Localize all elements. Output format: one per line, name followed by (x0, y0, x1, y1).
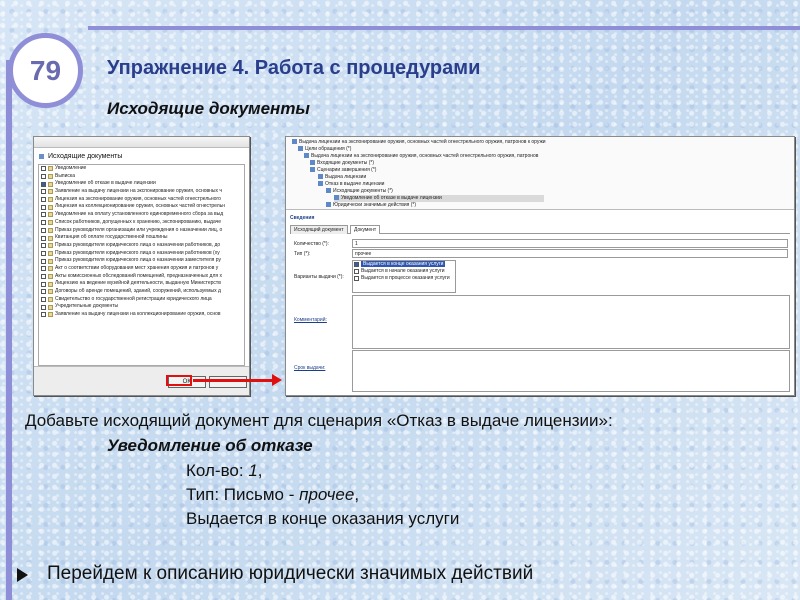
checkbox-icon[interactable] (41, 174, 46, 179)
checklist-item[interactable] (39, 257, 244, 265)
checklist-item-label: Свидетельство о государственной регистрации юридического лица (55, 295, 212, 302)
checkbox-icon[interactable] (41, 282, 46, 287)
document-icon (48, 174, 53, 179)
tree-node-icon (310, 160, 315, 165)
tree-node[interactable] (292, 139, 546, 146)
document-checklist (38, 164, 245, 366)
quantity-field[interactable]: 1 (352, 239, 788, 248)
tree-node[interactable] (326, 202, 416, 209)
checkbox-icon[interactable] (41, 212, 46, 217)
tree-node-label: Юридически значимые действия (*) (333, 202, 417, 208)
slide-number-badge: 79 (8, 33, 83, 108)
tree-node-label: Отказ в выдаче лицензии (325, 181, 385, 187)
checklist-item[interactable] (39, 288, 244, 296)
checkbox-icon[interactable] (41, 312, 46, 317)
instruction-type (186, 485, 359, 505)
checkbox-icon[interactable] (41, 251, 46, 256)
document-icon (48, 189, 53, 194)
document-icon (48, 297, 53, 302)
arrow-right-icon (272, 374, 282, 386)
checkbox-icon[interactable] (41, 166, 46, 171)
bullet-text: Перейдем к описанию юридически значимых действий (47, 563, 534, 584)
tree-node[interactable] (298, 146, 351, 153)
checkbox-icon[interactable] (41, 220, 46, 225)
document-icon (48, 166, 53, 171)
checkbox-icon[interactable] (41, 228, 46, 233)
checklist-item[interactable] (39, 273, 244, 281)
document-icon (48, 212, 53, 217)
checklist-item-label: Приказ руководителя юридического лица о назначении заместителя ру (55, 257, 222, 264)
tree-node[interactable] (304, 153, 538, 160)
procedure-tree (286, 137, 794, 210)
checkbox-icon[interactable] (41, 197, 46, 202)
term-field[interactable] (352, 350, 790, 392)
issue-option[interactable] (354, 275, 450, 281)
quantity-prefix: Кол-во: (186, 461, 249, 480)
document-icon (48, 243, 53, 248)
checklist-item[interactable] (39, 296, 244, 304)
document-icon (48, 274, 53, 279)
slide-subtitle: Исходящие документы (107, 99, 310, 118)
comment-label[interactable]: Комментарий: (294, 317, 327, 323)
checklist-item-label: Приказ руководителя организации или учреждения о назначении лиц, о (55, 226, 223, 233)
document-icon (48, 259, 53, 264)
term-label[interactable]: Срок выдачи: (294, 365, 326, 371)
tree-node-label: Цели обращения (*) (305, 146, 352, 152)
quantity-value: 1 (248, 461, 258, 480)
tree-node-icon (334, 195, 339, 200)
bullet-arrow-icon (17, 568, 28, 582)
checklist-item[interactable] (39, 173, 244, 181)
tree-node[interactable] (334, 195, 544, 202)
checkbox-icon[interactable] (41, 305, 46, 310)
tree-node-icon (326, 188, 331, 193)
tree-node-label: Выдача лицензии на экспонирование оружия, основных частей огнестрельного оружия, патронов к оружи (299, 139, 546, 145)
details-section-label: Сведения (290, 215, 315, 221)
tree-node[interactable] (318, 181, 384, 188)
ok-highlight-box (166, 375, 192, 386)
checklist-item[interactable] (39, 303, 244, 311)
checkbox-icon[interactable] (354, 276, 359, 281)
tree-node-label: Сценарии завершения (*) (317, 167, 377, 173)
checklist-item[interactable] (39, 280, 244, 288)
tree-node-label: Выдача лицензии на экспонирование оружия, основных частей огнестрельного оружия, патронов (311, 153, 539, 159)
checklist-item[interactable] (39, 265, 244, 273)
document-icon (48, 236, 53, 241)
document-icon (48, 251, 53, 256)
instruction-issue: Выдается в конце оказания услуги (186, 509, 460, 528)
tree-node-icon (326, 202, 331, 207)
type-suffix: , (354, 485, 360, 504)
quantity-suffix: , (257, 461, 263, 480)
issue-option[interactable] (354, 261, 445, 267)
checklist-item-label: Лицензия на коллекционирование оружия, основных частей огнестрельн (55, 203, 226, 210)
document-icon (48, 182, 53, 187)
checkbox-icon[interactable] (41, 289, 46, 294)
checklist-item-label: Выписка (55, 172, 76, 179)
document-icon (48, 266, 53, 271)
issue-options-label: Варианты выдачи (*): (294, 274, 344, 280)
checklist-item-label: Лицензия на экспонирование оружия, основных частей огнестрельного (55, 195, 221, 202)
tree-node-label: Выдача лицензии (325, 174, 367, 180)
checkbox-icon[interactable] (41, 266, 46, 271)
document-icon (48, 197, 53, 202)
tab-document[interactable]: Документ (350, 225, 380, 234)
checklist-item-label: Договоры об аренде помещений, зданий, сооружений, используемых д (55, 288, 221, 294)
checklist-item[interactable] (39, 234, 244, 242)
checklist-item-label: Заявление на выдачу лицензии на коллекционирование оружия, основ (55, 311, 221, 318)
document-icon (48, 205, 53, 210)
tree-node[interactable] (310, 167, 376, 174)
checklist-item-label: Уведомление (55, 165, 87, 171)
checklist-item[interactable] (39, 242, 244, 250)
instruction-line-1: Добавьте исходящий документ для сценария «Отказ в выдаче лицензии»: (25, 411, 613, 430)
checklist-item-label: Список работников, допущенных к хранению, экспонированию, выдаче (55, 218, 222, 225)
tree-node-icon (318, 181, 323, 186)
tab-outgoing-document[interactable]: Исходящий документ (290, 225, 348, 234)
checkbox-icon[interactable] (354, 262, 359, 267)
checklist-item-label: Приказ руководителя юридического лица о назначении работников (ху (55, 249, 220, 256)
checklist-item-label: Акт о соответствии оборудования мест хранения оружия и патронов у (55, 264, 219, 271)
checklist-item-label: Уведомление об отказе в выдаче лицензии (55, 180, 156, 187)
issue-option[interactable] (354, 268, 445, 274)
procedure-editor-form (285, 136, 795, 396)
checklist-item[interactable] (39, 203, 244, 211)
checklist-item[interactable] (39, 196, 244, 204)
checkbox-icon[interactable] (41, 243, 46, 248)
slide-title: Упражнение 4. Работа с процедурами (107, 57, 481, 79)
tree-node-icon (310, 167, 315, 172)
checklist-item-label: Лицензию на ведение музейной деятельности, выданную Министерств (55, 280, 221, 287)
tree-node-label: Уведомление об отказе в выдаче лицензии (341, 195, 442, 201)
comment-field[interactable] (352, 295, 790, 349)
cancel-button[interactable] (209, 376, 247, 388)
document-icon (48, 305, 53, 310)
checklist-item[interactable] (39, 250, 244, 258)
checkbox-icon[interactable] (354, 269, 359, 274)
checkbox-icon[interactable] (41, 182, 46, 187)
checkbox-icon[interactable] (41, 259, 46, 264)
checklist-item-label: Заявление на выдачу лицензии на экспонирование оружия, основных ч (55, 188, 223, 195)
tree-node[interactable] (310, 160, 374, 167)
issue-option-label: Выдается в конце оказания услуги (363, 261, 444, 267)
document-icon (48, 312, 53, 317)
document-icon (39, 154, 44, 159)
document-icon (48, 228, 53, 233)
tree-node[interactable] (326, 188, 393, 195)
checklist-item[interactable] (39, 311, 244, 319)
checklist-item[interactable] (39, 219, 244, 227)
document-icon (48, 220, 53, 225)
tree-node-icon (304, 153, 309, 158)
tree-node-icon (318, 174, 323, 179)
checkbox-icon[interactable] (41, 297, 46, 302)
dialog-titlebar (34, 137, 249, 148)
checkbox-icon[interactable] (41, 205, 46, 210)
quantity-label: Количество (*): (294, 241, 329, 247)
ok-button[interactable]: OK (168, 376, 206, 388)
type-value: прочее (299, 485, 355, 504)
frame-vertical-bar (6, 60, 12, 600)
checklist-item[interactable] (39, 188, 244, 196)
checklist-item-label: Акты комиссионных обследований помещений, предназначенных для х (55, 272, 222, 279)
checkbox-icon[interactable] (41, 236, 46, 241)
checklist-item[interactable] (39, 180, 244, 188)
checklist-item-label: Квитанция об оплате государственной пошлины (55, 234, 168, 241)
checklist-item-label: Приказ руководителя юридического лица о назначении работников, до (55, 241, 221, 248)
document-icon (48, 282, 53, 287)
checkbox-icon[interactable] (41, 189, 46, 194)
tree-node-label: Исходящие документы (*) (333, 188, 393, 194)
type-select[interactable]: прочее (352, 249, 788, 258)
arrow-line (193, 379, 275, 382)
form-tabs (290, 225, 790, 234)
tree-node-icon (292, 139, 297, 144)
tree-node-icon (298, 146, 303, 151)
tree-node-label: Входящие документы (*) (317, 160, 375, 166)
type-prefix: Тип: Письмо - (186, 485, 300, 504)
checklist-item[interactable] (39, 227, 244, 235)
checklist-item-label: Уведомление на оплату установленного единовременного сбора за выд (55, 211, 224, 218)
instruction-doc-name: Уведомление об отказе (107, 436, 313, 455)
type-label: Тип (*): (294, 251, 311, 257)
checkbox-icon[interactable] (41, 274, 46, 279)
issue-option-label: Выдается в начале оказания услуги (361, 268, 445, 274)
checklist-item-label: Учредительные документы (55, 303, 119, 310)
dialog-title: Исходящие документы (48, 153, 123, 160)
outgoing-documents-dialog (33, 136, 250, 396)
issue-option-label: Выдается в процессе оказания услуги (361, 275, 450, 281)
frame-horizontal-bar (88, 26, 800, 30)
tree-node[interactable] (318, 174, 366, 181)
checklist-item[interactable] (39, 165, 244, 173)
instruction-quantity (186, 461, 263, 481)
checklist-item[interactable] (39, 211, 244, 219)
document-icon (48, 289, 53, 294)
